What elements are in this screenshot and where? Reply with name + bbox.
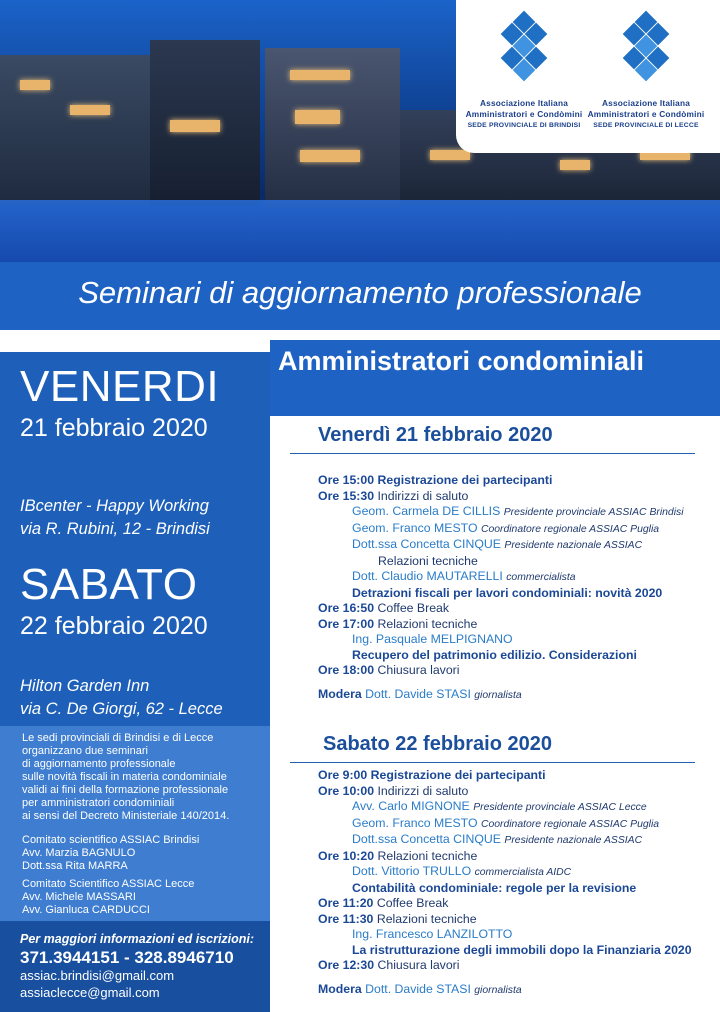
topic-row [318,586,684,602]
committee-title: Comitato scientifico ASSIAC Brindisi [22,834,200,846]
time: Ore 12:30 [318,958,375,972]
day1-venue [20,495,210,541]
speaker-row [318,816,692,833]
logo-panel [456,0,720,153]
info-line: di aggiornamento professionale [22,758,176,770]
venue-address: via R. Rubini, 12 - Brindisi [20,520,210,538]
divider [290,762,695,763]
time: Ore 11:30 [318,911,374,926]
logo-brindisi [464,14,584,131]
email-lecce[interactable]: assiaclecce@gmail.com [20,985,160,1000]
speaker-role: Presidente provinciale ASSIAC Brindisi [503,507,684,518]
activity: Indirizzi di saluto [377,783,469,798]
activity: Relazioni tecniche [377,848,478,863]
logo-lecce [586,14,706,131]
time: Ore 15:30 [318,488,375,503]
speaker-name: Geom. Carmela DE CILLIS [352,504,501,518]
logo-line2: Amministratori e Condòmini [587,109,705,119]
venue-name: IBcenter - Happy Working [20,497,209,515]
speaker-name: Geom. Franco MESTO [352,815,478,830]
logo-line3: SEDE PROVINCIALE DI LECCE [593,122,699,129]
committee-member: Avv. Gianluca CARDUCCI [22,904,150,916]
program1-list [318,473,684,703]
program-row [318,768,692,784]
speaker-name: Ing. Pasquale MELPIGNANO [352,632,513,646]
program2-list [318,768,692,998]
committee-member: Dott.ssa Rita MARRA [22,860,128,872]
activity: Relazioni tecniche [378,553,478,568]
speaker-role: Presidente nazionale ASSIAC [504,835,643,846]
speaker-row [318,569,684,586]
topic-row [318,648,684,664]
email-brindisi[interactable]: assiac.brindisi@gmail.com [20,968,175,983]
moderator-label: Modera [318,686,362,701]
activity: Coffee Break [377,601,450,615]
info-line: Le sedi provinciali di Brindisi e di Lecce [22,732,214,744]
speaker-name: Dott. Vittorio TRULLO [352,864,472,878]
program-row [318,473,684,489]
topic-row [318,881,692,897]
activity: Chiusura lavori [377,663,460,677]
moderator-row [318,982,692,999]
program-row [318,896,692,912]
time: Ore 10:00 [318,783,375,798]
program-row [318,601,684,617]
speaker-row [318,632,684,648]
speaker-row [318,504,684,521]
info-text [22,732,229,823]
program-row [318,663,684,679]
speaker-name: Avv. Carlo MIGNONE [352,799,470,813]
activity: Registrazione dei partecipanti [370,768,546,782]
program-row [318,784,692,800]
speaker-name: Dott.ssa Concetta CINQUE [352,832,501,846]
speaker-name: Ing. Francesco LANZILOTTO [352,927,513,941]
program2-heading: Sabato 22 febbraio 2020 [323,733,552,755]
topic: La ristrutturazione degli immobili dopo la Finanziaria 2020 [352,942,692,957]
time: Ore 18:00 [318,663,375,677]
committee-member: Avv. Marzia BAGNULO [22,847,136,859]
speaker-role: Presidente provinciale ASSIAC Lecce [473,802,647,813]
moderator-label: Modera [318,981,362,996]
venue-name: Hilton Garden Inn [20,677,150,695]
time: Ore 16:50 [318,601,375,615]
divider [290,453,695,454]
time: Ore 17:00 [318,616,375,631]
speaker-row [318,832,692,849]
speaker-row [318,537,684,554]
committee-title: Comitato Scientifico ASSIAC Lecce [22,878,195,890]
logo-line2: Amministratori e Condòmini [465,109,583,119]
activity: Indirizzi di saluto [377,488,469,503]
logo-line1: Associazione Italiana [601,98,691,108]
time: Ore 15:00 [318,473,375,487]
topic: Detrazioni fiscali per lavori condominiali: novità 2020 [352,585,663,600]
phone-numbers[interactable]: 371.3944151 - 328.8946710 [20,948,234,967]
banner-title: Seminari di aggiornamento professionale [78,275,642,310]
venue-address: via C. De Giorgi, 62 - Lecce [20,700,223,718]
topic-row [318,943,692,959]
speaker-row [318,521,684,538]
speaker-role: Coordinatore regionale ASSIAC Puglia [480,523,660,535]
logo-line3: SEDE PROVINCIALE DI BRINDISI [467,122,581,129]
program-row [318,849,692,865]
activity: Registrazione dei partecipanti [377,473,553,487]
committee-brindisi [22,834,199,873]
time: Ore 11:20 [318,896,374,910]
program1-heading: Venerdì 21 febbraio 2020 [318,424,553,446]
program-row [318,912,692,928]
info-line: organizzano due seminari [22,745,148,757]
moderator-name: Dott. Davide STASI [365,981,471,996]
activity: Relazioni tecniche [376,911,477,926]
info-line: validi ai fini della formazione professionale [22,784,229,796]
program-row [318,554,684,570]
day2-date: 22 febbraio 2020 [20,612,208,640]
program-row [318,617,684,633]
time: Ore 10:20 [318,848,375,863]
moderator-role: giornalista [474,689,522,701]
day1-title: VENERDI [20,362,220,411]
moderator-name: Dott. Davide STASI [365,686,471,701]
program-row [318,489,684,505]
time: Ore 9:00 [318,768,368,782]
speaker-row [318,927,692,943]
program-row [318,958,692,974]
speaker-role: commercialista AIDC [474,867,572,878]
speaker-name: Dott. Claudio MAUTARELLI [352,569,503,583]
info-line: sulle novità fiscali in materia condominiale [22,771,227,783]
activity: Coffee Break [376,896,449,910]
activity: Relazioni tecniche [377,616,478,631]
moderator-row [318,687,684,704]
assiac-logo-icon [616,14,676,86]
activity: Chiusura lavori [377,958,460,972]
subtitle: Amministratori condominiali [278,346,645,376]
speaker-row [318,864,692,881]
moderator-role: giornalista [474,984,522,996]
info-line: per amministratori condominiali [22,797,175,809]
topic: Recupero del patrimonio edilizio. Considerazioni [352,647,637,662]
assiac-logo-icon [494,14,554,86]
day2-title: SABATO [20,560,198,609]
day2-venue [20,675,223,721]
committee-member: Avv. Michele MASSARI [22,891,136,903]
logo-line1: Associazione Italiana [479,98,569,108]
speaker-name: Dott.ssa Concetta CINQUE [352,537,501,551]
day1-date: 21 febbraio 2020 [20,414,208,442]
speaker-row [318,799,692,816]
speaker-role: commercialista [506,572,576,583]
committee-lecce [22,878,194,917]
topic: Contabilità condominiale: regole per la revisione [352,880,637,895]
speaker-role: Coordinatore regionale ASSIAC Puglia [480,818,660,830]
info-line: ai sensi del Decreto Ministeriale 140/2014. [22,810,230,822]
speaker-role: Presidente nazionale ASSIAC [504,540,643,551]
speaker-name: Geom. Franco MESTO [352,520,478,535]
contact-heading: Per maggiori informazioni ed iscrizioni: [20,932,255,946]
